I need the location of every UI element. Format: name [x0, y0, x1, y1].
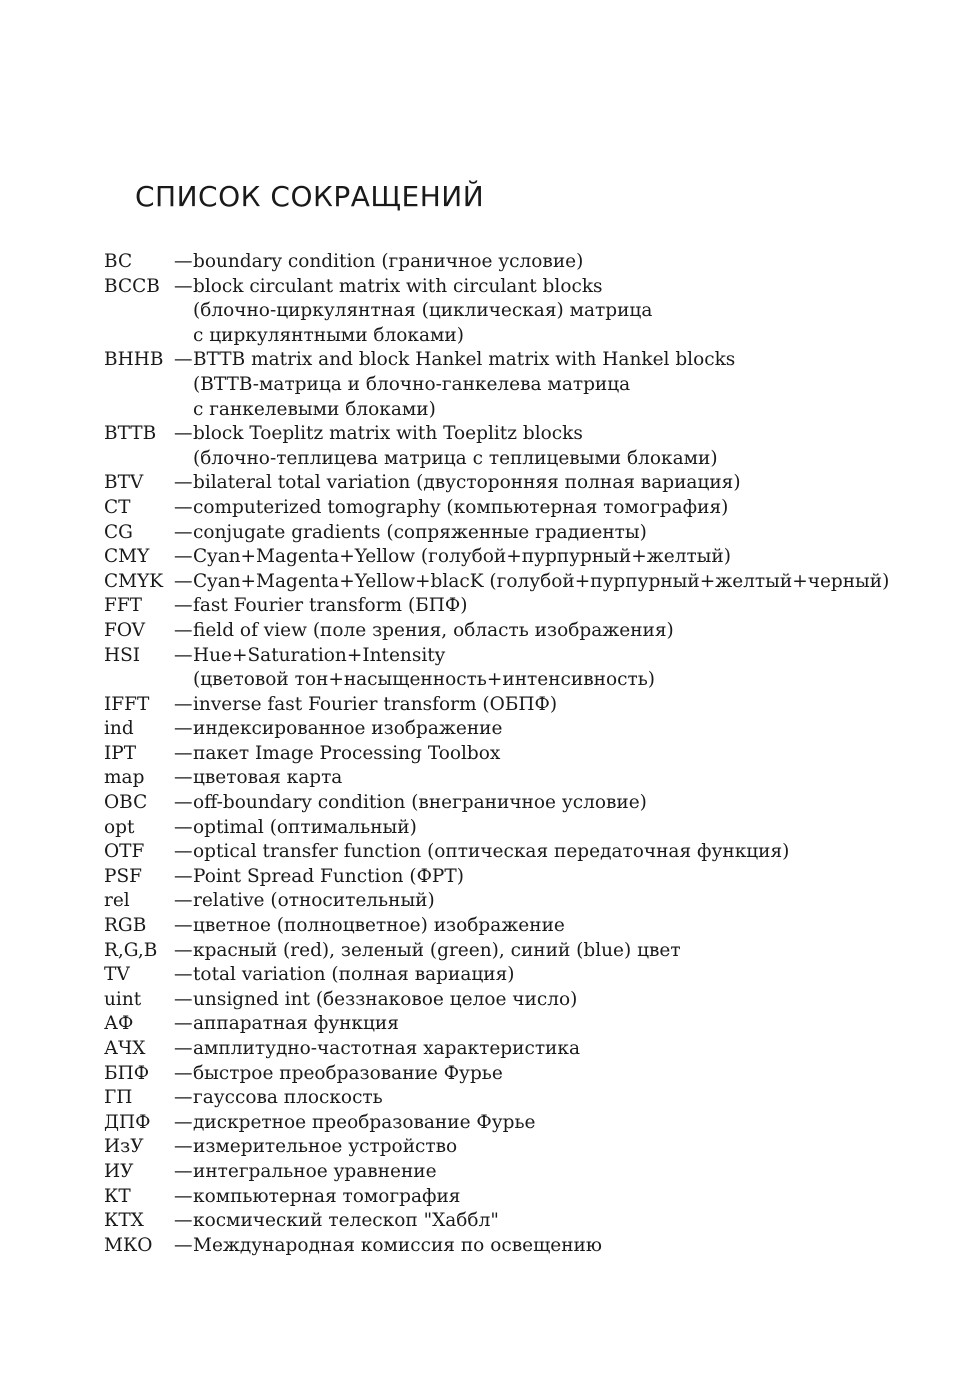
definition-line: conjugate gradients (сопряженные градиенты)	[193, 521, 647, 543]
abbreviation-term: БПФ	[104, 1062, 150, 1084]
definition-dash: —	[174, 792, 193, 814]
abbreviation-term: FOV	[104, 619, 146, 641]
abbreviation-definition	[193, 766, 964, 791]
abbreviation-definition	[193, 422, 964, 471]
definition-dash: —	[174, 767, 193, 789]
definition-dash: —	[174, 349, 193, 371]
abbreviation-definition	[193, 791, 964, 816]
definition-line: цветное (полноцветное) изображение	[193, 915, 565, 937]
abbreviation-term: CMY	[104, 546, 150, 568]
abbreviation-definition	[193, 889, 964, 914]
definition-line: Cyan+Magenta+Yellow (голубой+пурпурный+желтый)	[193, 546, 731, 568]
definition-line: индексированное изображение	[193, 718, 503, 740]
abbreviation-definition	[193, 496, 964, 521]
abbreviation-entry	[104, 914, 964, 939]
definition-line: inverse fast Fourier transform (ОБПФ)	[193, 693, 558, 715]
abbreviation-entry	[104, 471, 964, 496]
abbreviation-definition	[193, 717, 964, 742]
definition-line: с циркулянтными блоками)	[193, 324, 464, 346]
definition-line: Международная комиссия по освещению	[193, 1234, 602, 1256]
abbreviation-definition	[193, 742, 964, 767]
abbreviation-term: R,G,B	[104, 939, 158, 961]
abbreviation-list	[104, 250, 964, 1258]
definition-line: fast Fourier transform (БПФ)	[193, 595, 468, 617]
abbreviation-definition	[193, 570, 964, 595]
abbreviation-term: HSI	[104, 644, 141, 666]
abbreviation-term: IFFT	[104, 693, 150, 715]
abbreviation-term: BTTB	[104, 423, 157, 445]
abbreviation-term: ind	[104, 718, 134, 740]
definition-dash: —	[174, 816, 193, 838]
abbreviation-entry	[104, 717, 964, 742]
abbreviation-term: TV	[104, 964, 130, 986]
abbreviation-term: ГП	[104, 1087, 133, 1109]
definition-dash: —	[174, 1234, 193, 1256]
definition-line: Hue+Saturation+Intensity	[193, 644, 446, 666]
abbreviation-entry	[104, 250, 964, 275]
definition-dash: —	[174, 619, 193, 641]
abbreviation-entry	[104, 275, 964, 349]
abbreviation-definition	[193, 250, 964, 275]
definition-dash: —	[174, 1062, 193, 1084]
definition-dash: —	[174, 1185, 193, 1207]
abbreviation-definition	[193, 1086, 964, 1111]
abbreviation-definition	[193, 644, 964, 693]
abbreviation-definition	[193, 471, 964, 496]
abbreviation-entry	[104, 1209, 964, 1234]
abbreviation-entry	[104, 619, 964, 644]
definition-line: (блочно-теплицева матрица с теплицевыми блоками)	[193, 447, 718, 469]
definition-line: (BTTB-матрица и блочно-ганкелева матрица	[193, 373, 631, 395]
definition-line: boundary condition (граничное условие)	[193, 251, 584, 272]
abbreviation-entry	[104, 496, 964, 521]
definition-line: пакет Image Processing Toolbox	[193, 742, 501, 764]
abbreviation-definition	[193, 914, 964, 939]
abbreviation-term: АЧХ	[104, 1038, 146, 1059]
page-title: СПИСОК СОКРАЩЕНИЙ	[135, 180, 485, 213]
abbreviation-definition	[193, 1037, 964, 1062]
definition-dash: —	[174, 693, 193, 715]
abbreviation-term: CMYK	[104, 570, 164, 592]
abbreviation-definition	[193, 865, 964, 890]
abbreviation-entry	[104, 570, 964, 595]
definition-dash: —	[174, 964, 193, 986]
abbreviation-definition	[193, 1135, 964, 1160]
definition-line: гауссова плоскость	[193, 1087, 383, 1109]
definition-dash: —	[174, 595, 193, 617]
abbreviation-entry	[104, 1086, 964, 1111]
abbreviation-term: CG	[104, 521, 133, 543]
definition-line: (блочно-циркулянтная (циклическая) матрица	[193, 300, 653, 322]
abbreviation-entry	[104, 594, 964, 619]
abbreviation-definition	[193, 963, 964, 988]
definition-line: bilateral total variation (двусторонняя полная вариация)	[193, 472, 741, 494]
definition-line: total variation (полная вариация)	[193, 964, 515, 986]
definition-line: компьютерная томография	[193, 1185, 461, 1207]
abbreviation-entry	[104, 1012, 964, 1037]
abbreviation-entry	[104, 521, 964, 546]
abbreviation-entry	[104, 840, 964, 865]
abbreviation-entry	[104, 963, 964, 988]
abbreviation-term: IPT	[104, 742, 137, 764]
abbreviation-entry	[104, 889, 964, 914]
definition-dash: —	[174, 1111, 193, 1133]
abbreviation-term: BC	[104, 251, 133, 272]
definition-line: unsigned int (беззнаковое целое число)	[193, 988, 578, 1010]
abbreviation-term: OTF	[104, 841, 145, 863]
abbreviation-entry	[104, 1062, 964, 1087]
abbreviation-definition	[193, 1234, 964, 1259]
definition-dash: —	[174, 939, 193, 961]
abbreviation-entry	[104, 939, 964, 964]
abbreviation-term: ДПФ	[104, 1111, 151, 1133]
definition-line: computerized tomography (компьютерная томография)	[193, 496, 729, 518]
abbreviation-entry	[104, 1160, 964, 1185]
abbreviation-definition	[193, 840, 964, 865]
definition-dash: —	[174, 915, 193, 937]
abbreviation-entry	[104, 1185, 964, 1210]
definition-dash: —	[174, 546, 193, 568]
definition-line: Point Spread Function (ФРТ)	[193, 865, 464, 887]
definition-line: быстрое преобразование Фурье	[193, 1062, 503, 1084]
abbreviation-entry	[104, 348, 964, 422]
abbreviation-definition	[193, 545, 964, 570]
abbreviation-definition	[193, 619, 964, 644]
abbreviation-term: КТ	[104, 1185, 131, 1207]
abbreviation-entry	[104, 791, 964, 816]
definition-line: с ганкелевыми блоками)	[193, 398, 436, 420]
definition-line: аппаратная функция	[193, 1013, 399, 1035]
abbreviation-definition	[193, 1209, 964, 1234]
abbreviation-term: ИзУ	[104, 1136, 144, 1158]
definition-line: BTTB matrix and block Hankel matrix with Hankel blocks	[193, 349, 736, 371]
definition-line: космический телескоп "Хаббл"	[193, 1210, 499, 1232]
definition-dash: —	[174, 423, 193, 445]
definition-dash: —	[174, 718, 193, 740]
abbreviation-term: BHHB	[104, 349, 164, 371]
abbreviation-term: FFT	[104, 595, 143, 617]
abbreviation-entry	[104, 644, 964, 693]
abbreviation-entry	[104, 1135, 964, 1160]
definition-line: block circulant matrix with circulant blocks	[193, 275, 603, 297]
abbreviation-definition	[193, 1160, 964, 1185]
abbreviation-entry	[104, 693, 964, 718]
abbreviation-definition	[193, 1012, 964, 1037]
abbreviation-definition	[193, 348, 964, 422]
definition-dash: —	[174, 644, 193, 666]
definition-dash: —	[174, 275, 193, 297]
abbreviation-term: rel	[104, 890, 130, 912]
abbreviation-term: BCCB	[104, 275, 160, 297]
abbreviation-entry	[104, 988, 964, 1013]
abbreviation-definition	[193, 1111, 964, 1136]
abbreviation-term: CT	[104, 496, 131, 518]
definition-dash: —	[174, 1038, 193, 1059]
definition-dash: —	[174, 865, 193, 887]
abbreviation-term: OBC	[104, 792, 148, 814]
definition-dash: —	[174, 890, 193, 912]
definition-line: измерительное устройство	[193, 1136, 458, 1158]
definition-dash: —	[174, 1160, 193, 1182]
abbreviation-definition	[193, 939, 964, 964]
abbreviation-entry	[104, 422, 964, 471]
abbreviation-entry	[104, 816, 964, 841]
abbreviation-definition	[193, 1062, 964, 1087]
abbreviation-term: RGB	[104, 915, 147, 937]
definition-dash: —	[174, 1136, 193, 1158]
abbreviation-term: АФ	[104, 1013, 134, 1035]
abbreviation-term: uint	[104, 988, 142, 1010]
definition-line: интегральное уравнение	[193, 1160, 437, 1182]
definition-dash: —	[174, 496, 193, 518]
definition-line: дискретное преобразование Фурье	[193, 1111, 536, 1133]
abbreviation-term: КТХ	[104, 1210, 144, 1232]
abbreviation-definition	[193, 988, 964, 1013]
definition-dash: —	[174, 472, 193, 494]
definition-line: optical transfer function (оптическая передаточная функция)	[193, 841, 790, 863]
definition-dash: —	[174, 570, 193, 592]
definition-dash: —	[174, 1087, 193, 1109]
abbreviation-definition	[193, 275, 964, 349]
definition-line: off-boundary condition (внеграничное условие)	[193, 792, 647, 814]
definition-line: амплитудно-частотная характеристика	[193, 1038, 580, 1059]
abbreviation-term: PSF	[104, 865, 142, 887]
definition-line: block Toeplitz matrix with Toeplitz blocks	[193, 423, 583, 445]
definition-line: field of view (поле зрения, область изображения)	[193, 619, 674, 641]
abbreviation-entry	[104, 766, 964, 791]
definition-dash: —	[174, 1013, 193, 1035]
abbreviation-entry	[104, 1037, 964, 1062]
abbreviation-definition	[193, 1185, 964, 1210]
definition-line: цветовая карта	[193, 767, 343, 789]
definition-dash: —	[174, 742, 193, 764]
definition-line: красный (red), зеленый (green), синий (blue) цвет	[193, 939, 681, 961]
abbreviation-term: ИУ	[104, 1160, 134, 1182]
abbreviation-entry	[104, 1234, 964, 1259]
definition-line: Cyan+Magenta+Yellow+blacK (голубой+пурпурный+желтый+черный)	[193, 570, 890, 592]
abbreviation-definition	[193, 693, 964, 718]
abbreviation-term: map	[104, 767, 145, 789]
abbreviation-entry	[104, 865, 964, 890]
abbreviation-term: opt	[104, 816, 135, 838]
abbreviation-term: BTV	[104, 472, 144, 494]
definition-line: relative (относительный)	[193, 890, 435, 912]
definition-dash: —	[174, 988, 193, 1010]
definition-dash: —	[174, 251, 193, 272]
definition-dash: —	[174, 521, 193, 543]
definition-dash: —	[174, 1210, 193, 1232]
definition-line: (цветовой тон+насыщенность+интенсивность)	[193, 669, 656, 691]
abbreviation-definition	[193, 816, 964, 841]
abbreviation-entry	[104, 1111, 964, 1136]
abbreviation-definition	[193, 521, 964, 546]
abbreviation-definition	[193, 594, 964, 619]
abbreviation-entry	[104, 545, 964, 570]
definition-dash: —	[174, 841, 193, 863]
abbreviation-term: МКО	[104, 1234, 153, 1256]
abbreviation-entry	[104, 742, 964, 767]
definition-line: optimal (оптимальный)	[193, 816, 417, 838]
